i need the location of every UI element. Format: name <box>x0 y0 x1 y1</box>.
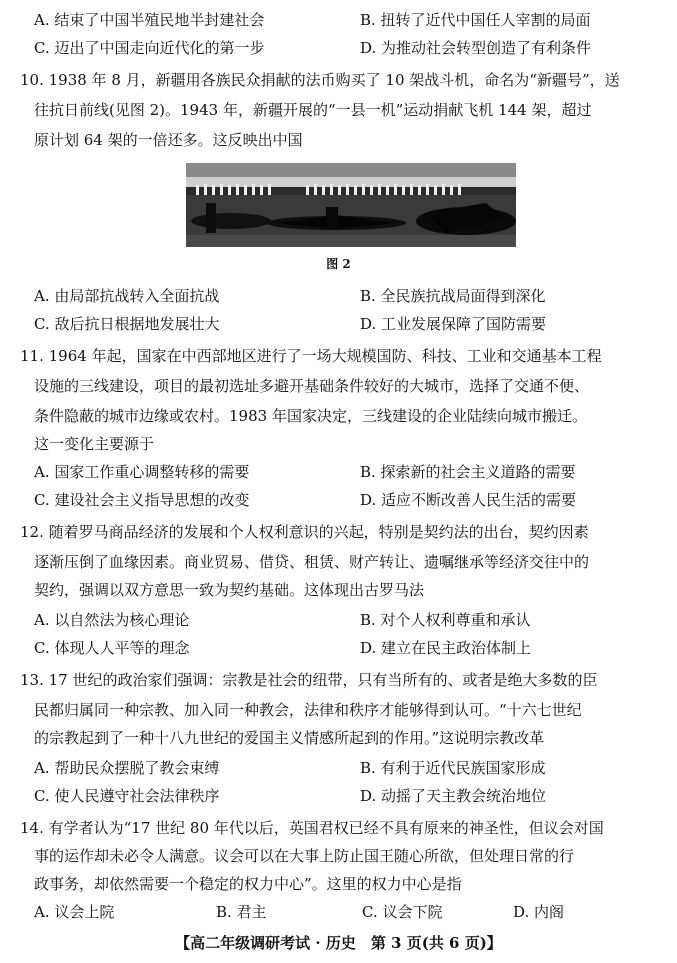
q10-options-row-1 <box>0 282 677 310</box>
q11-stem-line-1: 11. 1964 年起，国家在中西部地区进行了一场大规模国防、科技、工业和交通基本工程 <box>20 347 602 365</box>
q14-option-c: C. 议会下院 <box>362 903 443 921</box>
q10-option-c: C. 敌后抗日根据地发展壮大 <box>34 315 220 333</box>
q11-options-row-1 <box>0 458 677 486</box>
q13-stem-line-2: 民都归属同一种宗教、加入同一种教会，法律和秩序才能够得到认可。“十六七世纪 <box>34 701 582 719</box>
q10-figure-caption: 图 2 <box>326 257 351 271</box>
q14-option-a: A. 议会上院 <box>34 903 115 921</box>
q13-option-c: C. 使人民遵守社会法律秩序 <box>34 787 220 805</box>
q12-option-c: C. 体现人人平等的理念 <box>34 639 190 657</box>
q10-option-a: A. 由局部抗战转入全面抗战 <box>34 287 220 305</box>
q11-stem-line-3: 条件隐蔽的城市边缘或农村。1983 年国家决定，三线建设的企业陆续向城市搬迁。 <box>34 407 587 425</box>
q14-option-b: B. 君主 <box>216 903 267 921</box>
q10-figure-photo <box>186 163 516 247</box>
q11-option-b: B. 探索新的社会主义道路的需要 <box>360 463 576 481</box>
q12-option-b: B. 对个人权利尊重和承认 <box>360 611 531 629</box>
q12-stem-line-3: 契约，强调以双方意思一致为契约基础。这体现出古罗马法 <box>34 581 425 599</box>
q12-stem-line-1: 12. 随着罗马商品经济的发展和个人权利意识的兴起，特别是契约法的出台，契约因素 <box>20 523 589 541</box>
q13-stem-line-3: 的宗教起到了一种十八九世纪的爱国主义情感所起到的作用。”这说明宗教改革 <box>34 729 545 747</box>
q14-options-row <box>0 898 677 926</box>
q9-option-a: A. 结束了中国半殖民地半封建社会 <box>34 11 265 29</box>
q11-stem-line-2: 设施的三线建设，项目的最初选址多避开基础条件较好的大城市，选择了交通不便、 <box>34 377 590 395</box>
q9-options-row-2 <box>0 34 677 62</box>
q11-option-a: A. 国家工作重心调整转移的需要 <box>34 463 250 481</box>
q12-stem-line-2: 逐渐压倒了血缘因素。商业贸易、借贷、租赁、财产转让、遗嘱继承等经济交往中的 <box>34 553 590 571</box>
q13-options-row-1 <box>0 754 677 782</box>
q13-option-b: B. 有利于近代民族国家形成 <box>360 759 546 777</box>
q10-stem-line-3: 原计划 64 架的一倍还多。这反映出中国 <box>34 131 303 149</box>
q13-stem-line-1: 13. 17 世纪的政治家们强调：宗教是社会的纽带，只有当所有的、或者是绝大多数的臣 <box>20 671 598 689</box>
q11-option-c: C. 建设社会主义指导思想的改变 <box>34 491 250 509</box>
q10-stem-line-2: 往抗日前线(见图 2)。1943 年，新疆开展的“一县一机”运动捐献飞机 144 架，超过 <box>34 101 592 119</box>
q10-option-d: D. 工业发展保障了国防需要 <box>360 315 547 333</box>
q11-stem-line-4: 这一变化主要源于 <box>34 435 155 453</box>
q9-option-c: C. 迈出了中国走向近代化的第一步 <box>34 39 265 57</box>
q13-options-row-2 <box>0 782 677 810</box>
airplane-photo-image <box>186 163 516 247</box>
q14-option-d: D. 内阁 <box>513 903 565 921</box>
page-footer: 【高二年级调研考试 · 历史 第 3 页(共 6 页)】 <box>175 934 502 952</box>
q12-option-a: A. 以自然法为核心理论 <box>34 611 190 629</box>
q9-option-b: B. 扭转了近代中国任人宰割的局面 <box>360 11 591 29</box>
q13-option-d: D. 动摇了天主教会统治地位 <box>360 787 547 805</box>
q11-options-row-2 <box>0 486 677 514</box>
q10-stem-line-1: 10. 1938 年 8 月，新疆用各族民众捐献的法币购买了 10 架战斗机，命名为“新疆号”，送 <box>20 71 620 89</box>
q14-stem-line-1: 14. 有学者认为“17 世纪 80 年代以后，英国君权已经不具有原来的神圣性，但议会对国 <box>20 819 604 837</box>
q10-option-b: B. 全民族抗战局面得到深化 <box>360 287 546 305</box>
q13-option-a: A. 帮助民众摆脱了教会束缚 <box>34 759 220 777</box>
q9-options-row-1 <box>0 6 677 34</box>
q12-options-row-2 <box>0 634 677 662</box>
q10-options-row-2 <box>0 310 677 338</box>
q14-stem-line-3: 政事务，却依然需要一个稳定的权力中心”。这里的权力中心是指 <box>34 875 462 893</box>
q11-option-d: D. 适应不断改善人民生活的需要 <box>360 491 577 509</box>
q14-stem-line-2: 事的运作却未必令人满意。议会可以在大事上防止国王随心所欲，但处理日常的行 <box>34 847 575 865</box>
q12-options-row-1 <box>0 606 677 634</box>
q12-option-d: D. 建立在民主政治体制上 <box>360 639 532 657</box>
q9-option-d: D. 为推动社会转型创造了有利条件 <box>360 39 592 57</box>
